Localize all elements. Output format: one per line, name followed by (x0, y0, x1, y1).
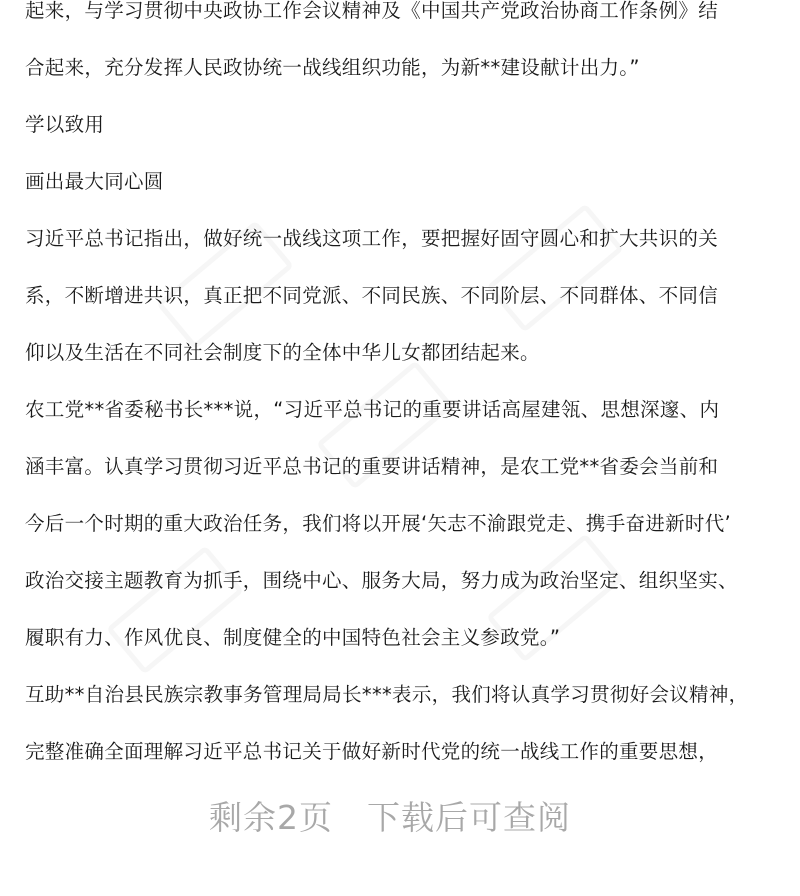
paragraph-line: 完整准确全面理解习近平总书记关于做好新时代党的统一战线工作的重要思想， (25, 740, 719, 763)
paragraph-line: 农工党**省委秘书长***说，“习近平总书记的重要讲话高屋建瓴、思想深邃、内 (25, 398, 720, 421)
document-body (25, 0, 785, 780)
download-prompt[interactable] (0, 793, 780, 843)
paragraph-line: 今后一个时期的重大政治任务，我们将以开展‘矢志不渝跟党走、携手奋进新时代’ (25, 512, 731, 535)
paragraph-line: 起来，与学习贯彻中央政协工作会议精神及《中国共产党政治协商工作条例》结 (25, 0, 719, 22)
paragraph-line: 涵丰富。认真学习贯彻习近平总书记的重要讲话精神，是农工党**省委会当前和 (25, 455, 719, 478)
paragraph-line: 互助**自治县民族宗教事务管理局局长***表示，我们将认真学习贯彻好会议精神， (25, 683, 749, 706)
download-hint-label: 下载后可查阅 (367, 798, 571, 837)
paragraph-line: 仰以及生活在不同社会制度下的全体中华儿女都团结起来。 (25, 341, 540, 364)
paragraph-line: 系，不断增进共识，真正把不同党派、不同民族、不同阶层、不同群体、不同信 (25, 284, 719, 307)
paragraph-line: 履职有力、作风优良、制度健全的中国特色社会主义参政党。” (25, 626, 561, 649)
paragraph-line: 政治交接主题教育为抓手，围绕中心、服务大局，努力成为政治坚定、组织坚实、 (25, 569, 738, 592)
section-subheading: 画出最大同心圆 (25, 170, 164, 193)
paragraph-line: 合起来，充分发挥人民政协统一战线组织功能，为新**建设献计出力。” (25, 56, 640, 79)
section-heading: 学以致用 (25, 113, 105, 136)
paragraph-line: 习近平总书记指出，做好统一战线这项工作，要把握好固守圆心和扩大共识的关 (25, 227, 719, 250)
remaining-pages-label: 剩余2页 (209, 798, 333, 837)
